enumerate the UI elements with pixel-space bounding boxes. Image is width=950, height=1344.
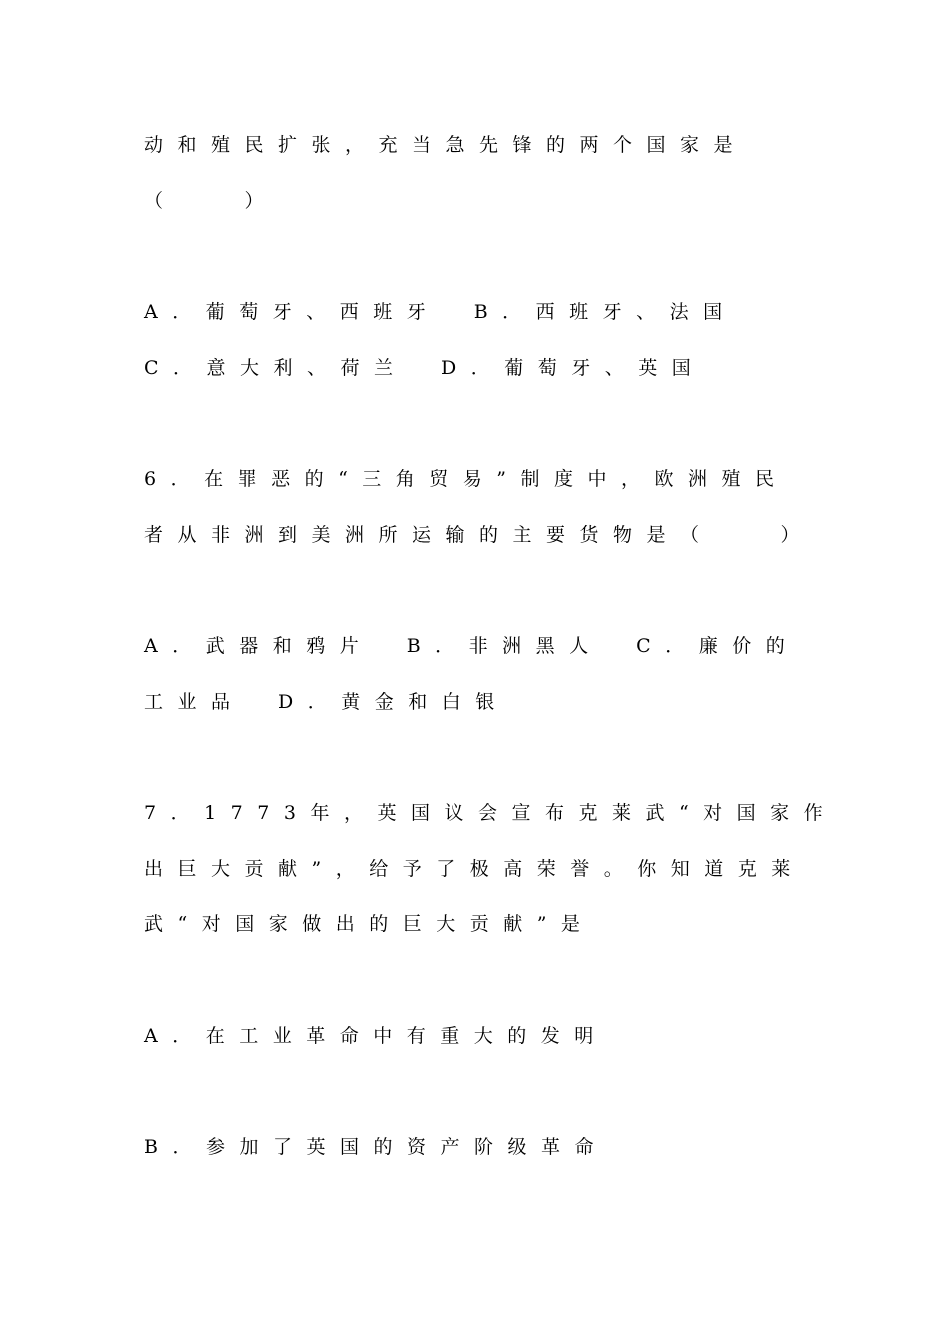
question-5-stem-line-1: 动和殖民扩张，充当急先锋的两个国家是 [144,134,748,156]
question-7-stem-line-2: 出巨大贡献”，给予了极高荣誉。你知道克莱 [144,858,805,880]
question-5-stem-line-2: （ ） [144,190,279,212]
question-6-options-line-2: 工业品 D．黄金和白银 [144,691,509,713]
question-6-stem-line-2: 者从非洲到美洲所运输的主要货物是（ ） [144,524,815,546]
question-7-option-b: B．参加了英国的资产阶级革命 [144,1136,608,1158]
question-5-options-line-1: A．葡萄牙、西班牙 B．西班牙、法国 [144,301,737,323]
question-7-stem-line-1: 7．1773年，英国议会宣布克莱武“对国家作 [144,802,838,824]
question-5-options-line-2: C．意大利、荷兰 D．葡萄牙、英国 [144,357,706,379]
question-7-option-a: A．在工业革命中有重大的发明 [144,1025,608,1047]
question-7-stem-line-3: 武“对国家做出的巨大贡献”是 [144,913,595,935]
question-6-options-line-1: A．武器和鸦片 B．非洲黑人 C．廉价的 [144,635,800,657]
question-6-stem-line-1: 6．在罪恶的“三角贸易”制度中，欧洲殖民 [144,468,789,490]
